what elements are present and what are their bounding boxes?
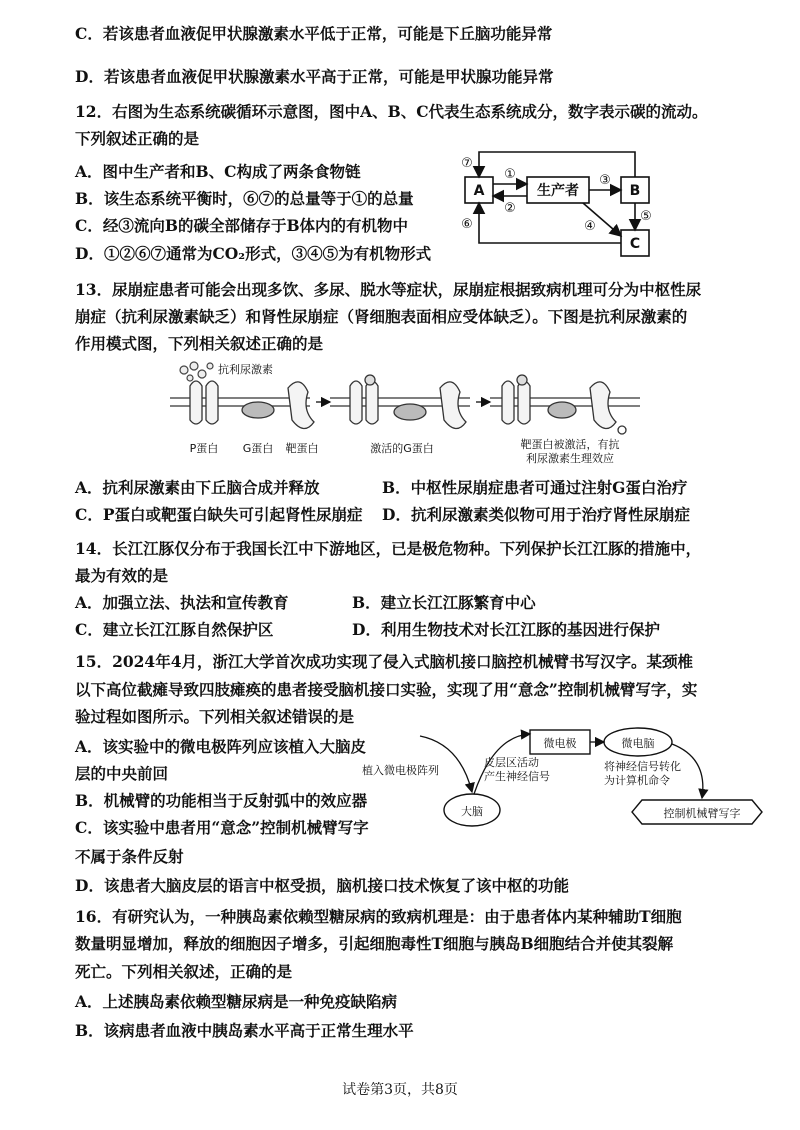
target-activated-label-1: 靶蛋白被激活，有抗 xyxy=(520,438,620,451)
q15-option-a-line2: 层的中央前回 xyxy=(75,764,169,783)
q13-stem-line2: 崩症（抗利尿激素缺乏）和肾性尿崩症（肾细胞表面相应受体缺乏）。下图是抗利尿激素的 xyxy=(75,307,688,326)
p-protein-label: P蛋白 xyxy=(189,442,219,455)
q12-stem-line1: 12．右图为生态系统碳循环示意图，图中A、B、C代表生态系统成分，数字表示碳的流动。 xyxy=(75,102,708,121)
q16-stem-line1: 16．有研究认为，一种胰岛素依赖型糖尿病的致病机理是：由于患者体内某种辅助T细胞 xyxy=(75,907,682,926)
flow-3-label: ③ xyxy=(599,173,611,188)
node-a-label: A xyxy=(473,183,485,199)
cortex-activity-label-2: 产生神经信号 xyxy=(484,770,550,783)
q15-stem-line3: 验过程如图所示。下列相关叙述错误的是 xyxy=(75,707,355,726)
active-target-protein-shape xyxy=(590,382,616,429)
producer-label: 生产者 xyxy=(537,183,579,199)
page-footer: 试卷第3页，共8页 xyxy=(342,1082,458,1098)
q14-option-a: A．加强立法、执法和宣传教育 xyxy=(75,593,289,612)
q13-option-b: B．中枢性尿崩症患者可通过注射G蛋白治疗 xyxy=(382,478,688,497)
q13-option-c: C．P蛋白或靶蛋白缺失可引起肾性尿崩症 xyxy=(75,505,363,524)
target-protein-shape xyxy=(288,382,314,429)
q16-stem-line2: 数量明显增加，释放的细胞因子增多，引起细胞毒性T细胞与胰岛B细胞结合并使其裂解 xyxy=(75,934,674,953)
brain-machine-interface-diagram xyxy=(360,722,790,834)
q15-option-b: B．机械臂的功能相当于反射弧中的效应器 xyxy=(75,791,368,810)
active-g-protein-label: 激活的G蛋白 xyxy=(370,442,434,455)
q15-option-c-line1: C．该实验中患者用“意念”控制机械臂写字 xyxy=(75,818,369,837)
q16-option-a: A．上述胰岛素依赖型糖尿病是一种免疫缺陷病 xyxy=(75,992,398,1011)
micro-electrode-label: 微电极 xyxy=(543,737,577,750)
brain-label: 大脑 xyxy=(461,805,483,818)
q14-option-d: D．利用生物技术对长江江豚的基因进行保护 xyxy=(352,620,660,639)
flow-7-label: ⑦ xyxy=(461,156,473,171)
q14-stem-line2: 最为有效的是 xyxy=(75,566,169,585)
q16-option-b: B．该病患者血液中胰岛素水平高于正常生理水平 xyxy=(75,1021,414,1040)
q12-option-b: B．该生态系统平衡时，⑥⑦的总量等于①的总量 xyxy=(75,189,414,208)
q11-option-d: D．若该患者血液促甲状腺激素水平高于正常，可能是甲状腺功能异常 xyxy=(75,67,554,86)
q12-option-d: D．①②⑥⑦通常为CO₂形式，③④⑤为有机物形式 xyxy=(75,244,432,263)
q15-stem-line1: 15．2024年4月，浙江大学首次成功实现了侵入式脑机接口脑控机械臂书写汉字。某颈椎 xyxy=(75,652,693,671)
flow-1-label: ① xyxy=(504,167,516,182)
implant-label: 植入微电极阵列 xyxy=(362,764,439,777)
adh-mechanism-diagram xyxy=(170,358,650,468)
q16-stem-line3: 死亡。下列相关叙述，正确的是 xyxy=(75,962,293,981)
flow-4-label: ④ xyxy=(584,219,596,234)
cortex-activity-label-1: 皮层区活动 xyxy=(484,756,539,769)
hormone-label: 抗利尿激素 xyxy=(218,363,273,376)
q15-option-c-line2: 不属于条件反射 xyxy=(75,847,184,866)
flow-5-label: ⑤ xyxy=(640,209,652,224)
q15-option-d: D．该患者大脑皮层的语言中枢受损，脑机接口技术恢复了该中枢的功能 xyxy=(75,876,569,895)
q12-option-a: A．图中生产者和B、C构成了两条食物链 xyxy=(75,162,361,181)
g-protein-label: G蛋白 xyxy=(242,442,274,455)
flow-2-label: ② xyxy=(504,201,516,216)
robot-arm-label: 控制机械臂写字 xyxy=(663,807,741,820)
q13-stem-line1: 13．尿崩症患者可能会出现多饮、多尿、脱水等症状，尿崩症根据致病机理可分为中枢性尿 xyxy=(75,280,702,299)
q13-option-d: D．抗利尿激素类似物可用于治疗肾性尿崩症 xyxy=(382,505,690,524)
carbon-cycle-diagram xyxy=(445,140,675,260)
target-activated-label-2: 利尿激素生理效应 xyxy=(526,452,614,465)
q13-stem-line3: 作用模式图，下列相关叙述正确的是 xyxy=(75,334,324,353)
q11-option-c: C．若该患者血液促甲状腺激素水平低于正常，可能是下丘脑功能异常 xyxy=(75,24,553,43)
signal-convert-label-1: 将神经信号转化 xyxy=(604,760,681,773)
signal-convert-label-2: 为计算机命令 xyxy=(604,774,670,787)
g-protein-shape xyxy=(242,402,274,418)
q14-option-c: C．建立长江江豚自然保护区 xyxy=(75,620,274,639)
p-protein-shape xyxy=(190,381,202,424)
active-g-protein-shape xyxy=(394,404,426,420)
flow-6-label: ⑥ xyxy=(461,217,473,232)
q14-stem-line1: 14．长江江豚仅分布于我国长江中下游地区，已是极危物种。下列保护长江江豚的措施中， xyxy=(75,539,702,558)
node-b-label: B xyxy=(629,183,641,199)
q14-option-b: B．建立长江江豚繁育中心 xyxy=(352,593,536,612)
q13-option-a: A．抗利尿激素由下丘脑合成并释放 xyxy=(75,478,320,497)
q12-stem-line2: 下列叙述正确的是 xyxy=(75,129,200,148)
node-c-label: C xyxy=(629,236,641,252)
target-protein-label: 靶蛋白 xyxy=(285,442,319,455)
q12-option-c: C．经③流向B的碳全部储存于B体内的有机物中 xyxy=(75,216,409,235)
q15-option-a-line1: A．该实验中的微电极阵列应该植入大脑皮 xyxy=(75,737,367,756)
q15-stem-line2: 以下高位截瘫导致四肢瘫痪的患者接受脑机接口实验，实现了用“意念”控制机械臂写字，实 xyxy=(75,680,698,699)
micro-computer-label: 微电脑 xyxy=(621,737,655,750)
